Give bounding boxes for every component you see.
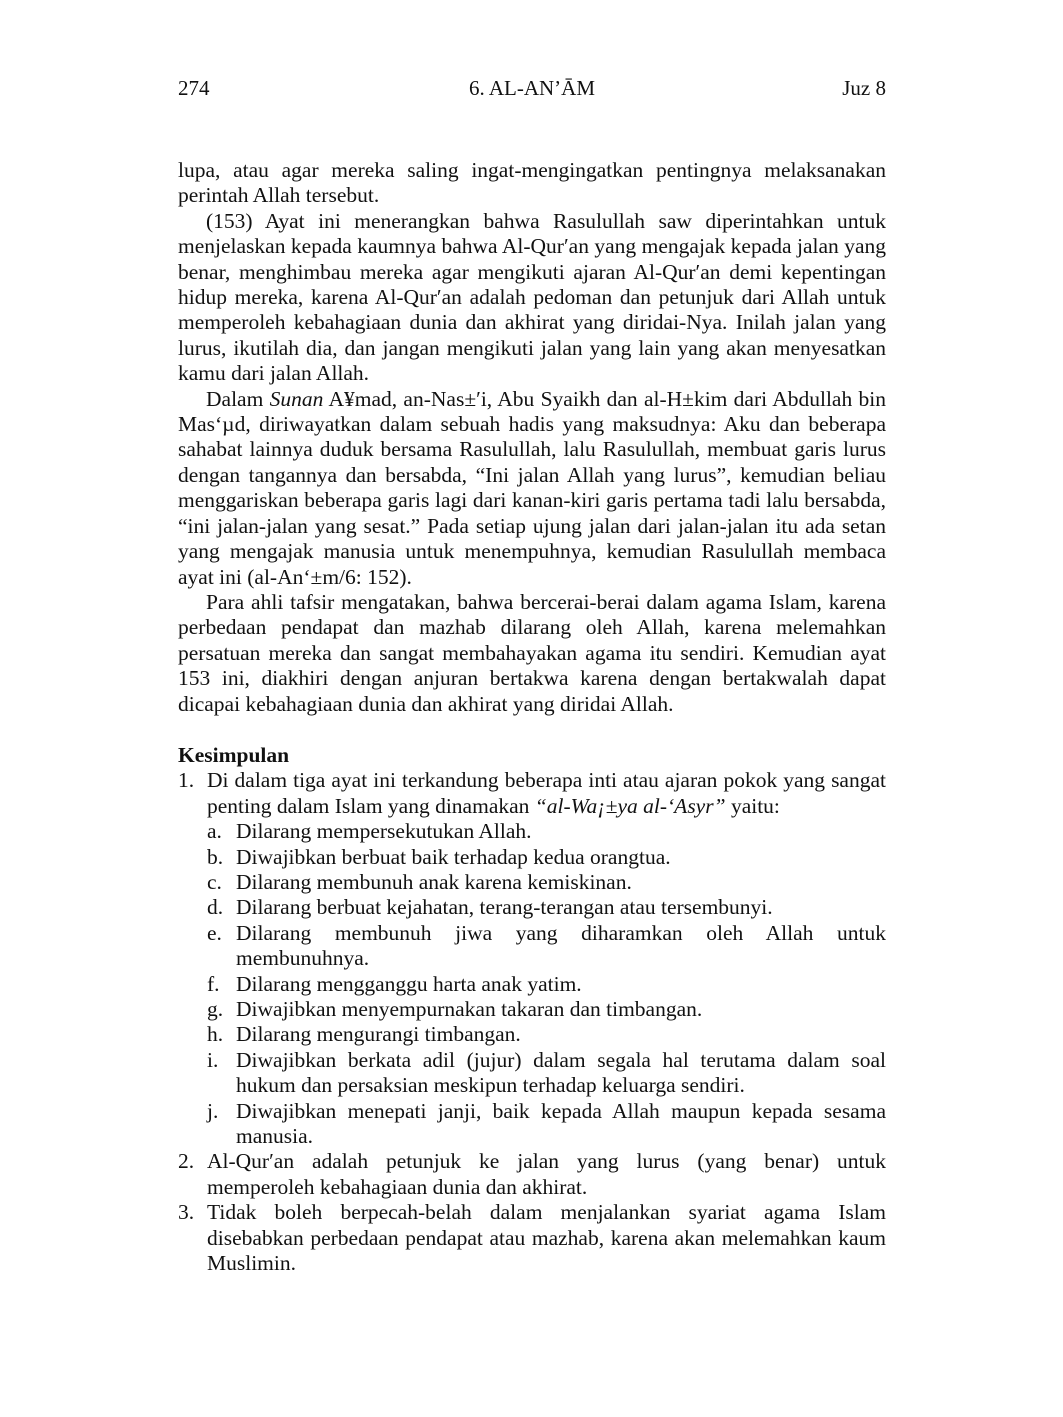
item-number: 1. [178,768,195,793]
sub-item-e [207,921,886,972]
conclusion-item-1 [178,768,886,1149]
sub-item-text: Diwajibkan berkata adil (jujur) dalam segala hal terutama dalam soal hukum dan persaksian meskipun terhadap keluarga sendiri. [236,1047,886,1098]
paragraph-1: lupa, atau agar mereka saling ingat-mengingatkan pentingnya melaksanakan perintah Allah tersebut. [178,158,886,208]
conclusion-item-2 [178,1149,886,1200]
sub-item-letter: h. [207,1022,224,1047]
sub-item-c [207,870,886,895]
item-1-text-suffix: yaitu: [725,793,780,818]
sub-item-letter: f. [207,971,220,996]
page-number: 274 [178,76,210,100]
paragraph-3 [178,387,886,590]
paragraph-4: Para ahli tafsir mengatakan, bahwa bercerai-berai dalam agama Islam, karena perbedaan pendapat dan mazhab dilarang oleh Allah, karena melemahkan persatuan mereka dan sangat membahayakan agama itu sendiri. Kemudian ayat 153 ini, diakhiri dengan anjuran bertakwa karena dengan bertakwalah dapat dicapai kebahagiaan dunia dan akhirat yang diridai Allah. [178,589,886,716]
juz-label: Juz 8 [842,76,886,100]
sub-item-letter: d. [207,895,224,920]
sub-item-text: Dilarang mengurangi timbangan. [236,1022,521,1047]
item-2-text: Al-Qur′an adalah petunjuk ke jalan yang lurus (yang benar) untuk memperoleh kebahagiaan dunia dan akhirat. [207,1149,886,1199]
sub-item-letter: a. [207,819,222,844]
item-number: 2. [178,1149,195,1174]
item-number: 3. [178,1200,195,1225]
sub-item-letter: b. [207,844,224,869]
sub-item-letter: i. [207,1047,219,1072]
sub-item-d [207,895,886,920]
sub-item-i [207,1048,886,1099]
sub-item-a [207,819,886,844]
conclusion-item-3 [178,1200,886,1276]
sub-item-text: Diwajibkan menepati janji, baik kepada Allah maupun kepada sesama manusia. [236,1098,886,1149]
body-text [178,158,886,717]
sub-item-text: Dilarang mempersekutukan Allah. [236,819,532,844]
sub-item-f [207,972,886,997]
sub-item-text: Dilarang membunuh jiwa yang diharamkan oleh Allah untuk membunuhnya. [236,920,886,971]
running-header [178,72,886,106]
sub-item-h [207,1022,886,1047]
sub-item-letter: j. [207,1098,219,1123]
item-1-text-prefix: Di dalam tiga ayat ini terkandung beberapa inti atau ajaran pokok yang sangat penting dalam Islam yang dinamakan [207,768,886,818]
sub-item-letter: e. [207,920,222,945]
item-3-text: Tidak boleh berpecah-belah dalam menjalankan syariat agama Islam disebabkan perbedaan pendapat atau mazhab, karena akan melemahkan kaum Muslimin. [207,1200,886,1276]
paragraph-3-rest: A¥mad, an-Nas±′i, Abu Syaikh dan al-H±kim dari Abdullah bin Mas‘µd, diriwayatkan dalam sebuah hadis yang maksudnya: Aku dan beberapa sahabat lainnya duduk bersama Rasulullah, lalu Rasulullah, membuat garis lurus dengan tangannya dan bersabda, “Ini jalan Allah yang lurus”, kemudian beliau menggariskan beberapa garis lagi dari kanan-kiri garis pertama tadi lalu bersabda, “ini jalan-jalan yang sesat.” Pada setiap ujung jalan dari jalan-jalan itu ada setan yang mengajak manusia untuk menempuhnya, kemudian Rasulullah membaca ayat ini (al-An‘±m/6: 152). [178,386,886,589]
sub-item-text: Dilarang mengganggu harta anak yatim. [236,971,582,996]
sub-item-g [207,997,886,1022]
section-heading-kesimpulan: Kesimpulan [178,742,290,767]
sub-item-text: Diwajibkan berbuat baik terhadap kedua orangtua. [236,844,671,869]
sub-item-b [207,845,886,870]
conclusion-list [178,768,886,1276]
item-1-italic-term: “al-Wa¡±ya al-‘Asyr” [534,793,726,818]
surah-title: 6. AL-AN’ĀM [469,76,595,100]
sub-item-letter: g. [207,997,224,1021]
sub-item-j [207,1099,886,1150]
document-page [178,72,886,1276]
paragraph-3-italic-sunan: Sunan [269,386,324,411]
sub-item-text: Diwajibkan menyempurnakan takaran dan timbangan. [236,997,703,1021]
paragraph-2: (153) Ayat ini menerangkan bahwa Rasulullah saw diperintahkan untuk menjelaskan kepada kaumnya bahwa Al-Qur′an yang mengajak kepada jalan yang benar, menghimbau mereka agar mengikuti ajaran Al-Qur′an demi kepentingan hidup mereka, karena Al-Qur′an adalah pedoman dan petunjuk dari Allah untuk memperoleh kebahagiaan dunia dan akhirat yang diridai-Nya. Inilah jalan yang lurus, ikutilah dia, dan jangan mengikuti jalan yang lain yang akan menyesatkan kamu dari jalan Allah. [178,208,886,386]
sub-item-text: Dilarang berbuat kejahatan, terang-terangan atau tersembunyi. [236,895,773,920]
sub-list [207,819,886,1149]
sub-item-letter: c. [207,869,222,894]
paragraph-3-prefix: Dalam [206,386,270,411]
sub-item-text: Dilarang membunuh anak karena kemiskinan. [236,869,632,894]
